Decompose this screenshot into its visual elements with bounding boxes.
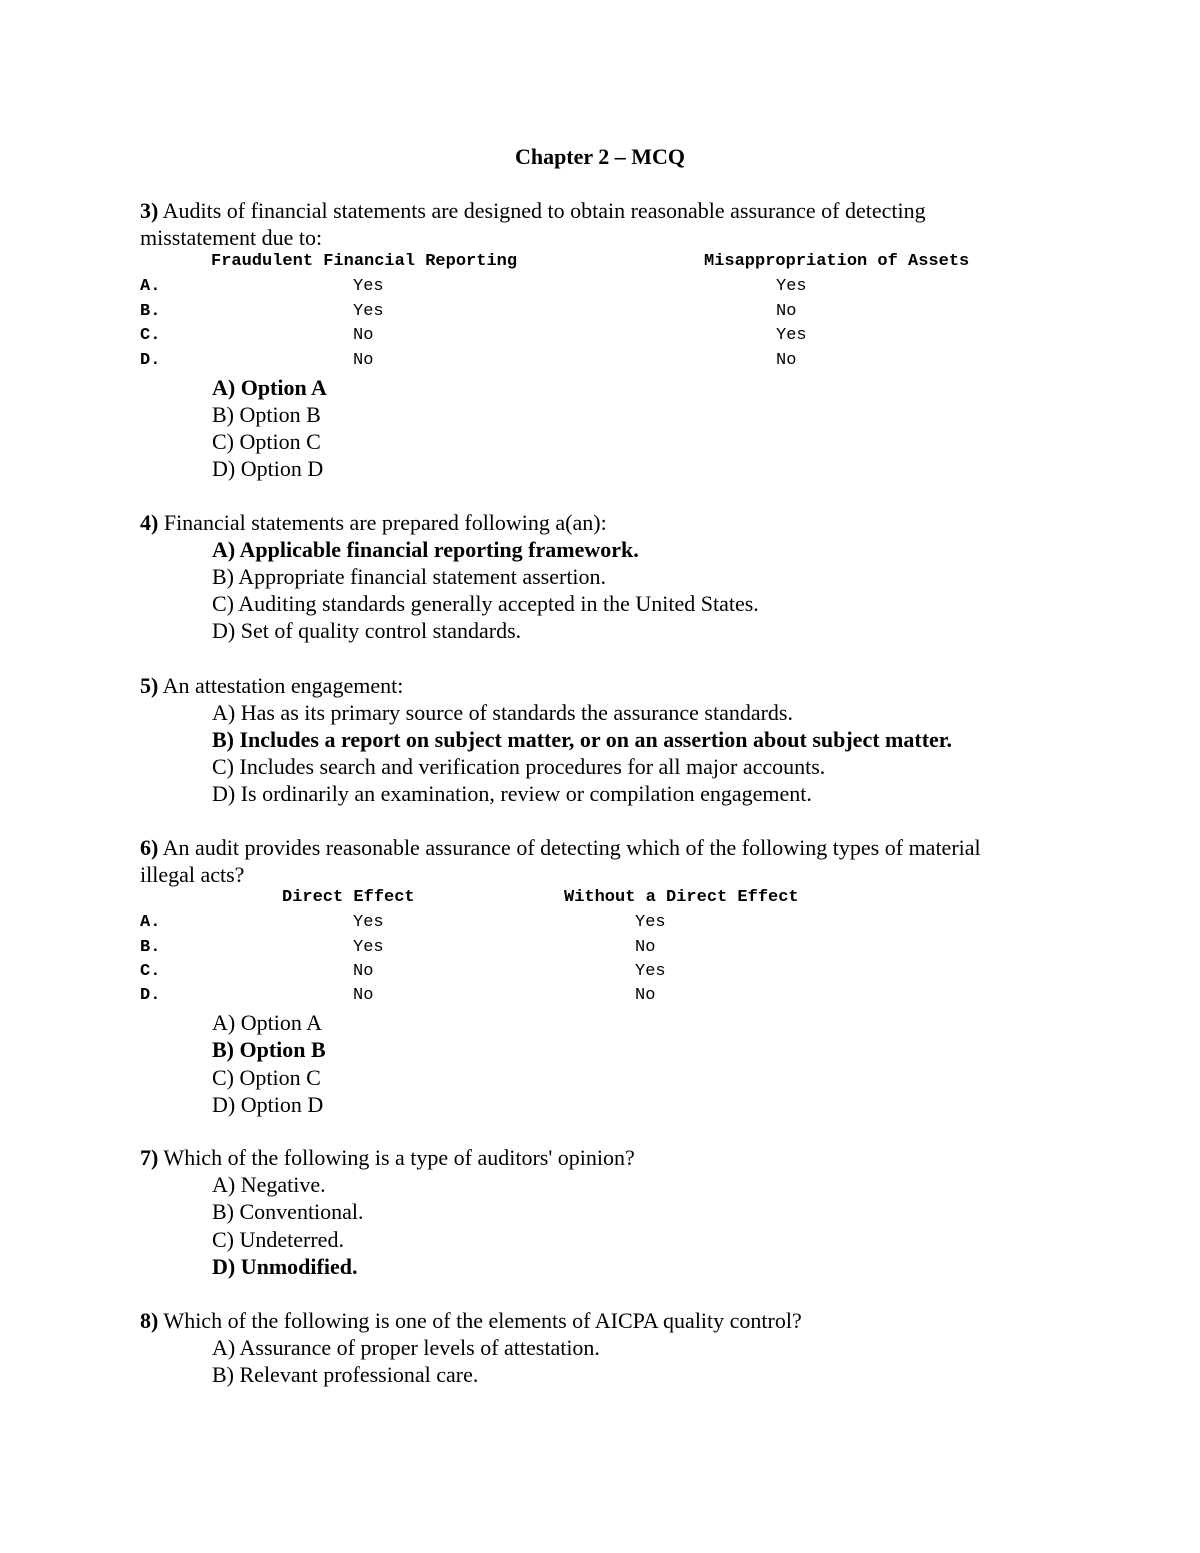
answer-option-a: A) Has as its primary source of standards the assurance standards. [212, 700, 793, 725]
answer-option-a: A) Option A [212, 375, 327, 400]
table-cell: No [353, 986, 374, 1005]
answer-option-b: B) Appropriate financial statement assertion. [212, 564, 607, 589]
answer-option-b: B) Option B [212, 402, 321, 427]
answer-option-b: B) Option B [212, 1037, 326, 1062]
table-row-label: B. [140, 302, 161, 321]
question-number: 3) [140, 198, 159, 223]
question-text-line-1: An attestation engagement: [158, 673, 404, 698]
answer-option-d: D) Option D [212, 456, 324, 481]
answer-option-c: C) Undeterred. [212, 1227, 344, 1252]
answer-option-a: A) Negative. [212, 1172, 326, 1197]
answer-option-c: C) Includes search and verification procedures for all major accounts. [212, 754, 826, 779]
table-row-label: B. [140, 938, 161, 957]
table-cell: Yes [635, 913, 666, 932]
question-8-text [140, 1307, 802, 1334]
question-7-text [140, 1144, 635, 1171]
answer-option-a: A) Assurance of proper levels of attestation. [212, 1335, 600, 1360]
answer-option-d: D) Set of quality control standards. [212, 618, 522, 643]
question-text-line-1: Which of the following is a type of auditors' opinion? [158, 1145, 635, 1170]
table-cell: Yes [776, 326, 807, 345]
table-cell: Yes [353, 938, 384, 957]
answer-option-a: A) Option A [212, 1010, 322, 1035]
question-5-text [140, 672, 403, 699]
table-cell: No [776, 351, 797, 370]
question-6-text-line-2: illegal acts? [140, 862, 245, 887]
table-row-label: C. [140, 326, 161, 345]
question-number: 5) [140, 673, 159, 698]
question-text-line-1: Audits of financial statements are designed to obtain reasonable assurance of detecting [158, 198, 926, 223]
table-cell: Yes [635, 962, 666, 981]
answer-option-d: D) Unmodified. [212, 1254, 358, 1279]
table-cell: Yes [776, 277, 807, 296]
table-cell: Yes [353, 913, 384, 932]
table-row-label: A. [140, 277, 161, 296]
question-number: 6) [140, 835, 159, 860]
table-header-col-1: Fraudulent Financial Reporting [211, 252, 518, 271]
question-text-line-1: Financial statements are prepared following a(an): [158, 510, 607, 535]
answer-option-d: D) Option D [212, 1092, 324, 1117]
answer-option-b: B) Relevant professional care. [212, 1362, 479, 1387]
page-title: Chapter 2 – MCQ [514, 144, 686, 169]
question-number: 8) [140, 1308, 159, 1333]
question-text-line-1: An audit provides reasonable assurance of detecting which of the following types of material [158, 835, 981, 860]
answer-option-a: A) Applicable financial reporting framework. [212, 537, 639, 562]
question-text-line-1: Which of the following is one of the elements of AICPA quality control? [158, 1308, 802, 1333]
table-cell: No [353, 326, 374, 345]
question-number: 7) [140, 1145, 159, 1170]
question-4-text [140, 509, 607, 536]
question-3-text-line-2: misstatement due to: [140, 225, 323, 250]
table-header-col-2: Without a Direct Effect [564, 888, 799, 907]
table-cell: No [353, 962, 374, 981]
table-cell: No [353, 351, 374, 370]
table-row-label: A. [140, 913, 161, 932]
question-6-text [140, 834, 981, 861]
question-number: 4) [140, 510, 159, 535]
question-3-text [140, 197, 926, 224]
table-row-label: D. [140, 986, 161, 1005]
table-row-label: C. [140, 962, 161, 981]
table-cell: No [635, 986, 656, 1005]
answer-option-c: C) Option C [212, 1065, 321, 1090]
table-cell: No [776, 302, 797, 321]
answer-option-d: D) Is ordinarily an examination, review or compilation engagement. [212, 781, 812, 806]
answer-option-c: C) Auditing standards generally accepted in the United States. [212, 591, 759, 616]
table-cell: No [635, 938, 656, 957]
table-row-label: D. [140, 351, 161, 370]
answer-option-c: C) Option C [212, 429, 321, 454]
answer-option-b: B) Includes a report on subject matter, or on an assertion about subject matter. [212, 727, 953, 752]
table-header-col-1: Direct Effect [282, 888, 415, 907]
table-cell: Yes [353, 302, 384, 321]
answer-option-b: B) Conventional. [212, 1199, 364, 1224]
table-cell: Yes [353, 277, 384, 296]
table-header-col-2: Misappropriation of Assets [704, 252, 970, 271]
